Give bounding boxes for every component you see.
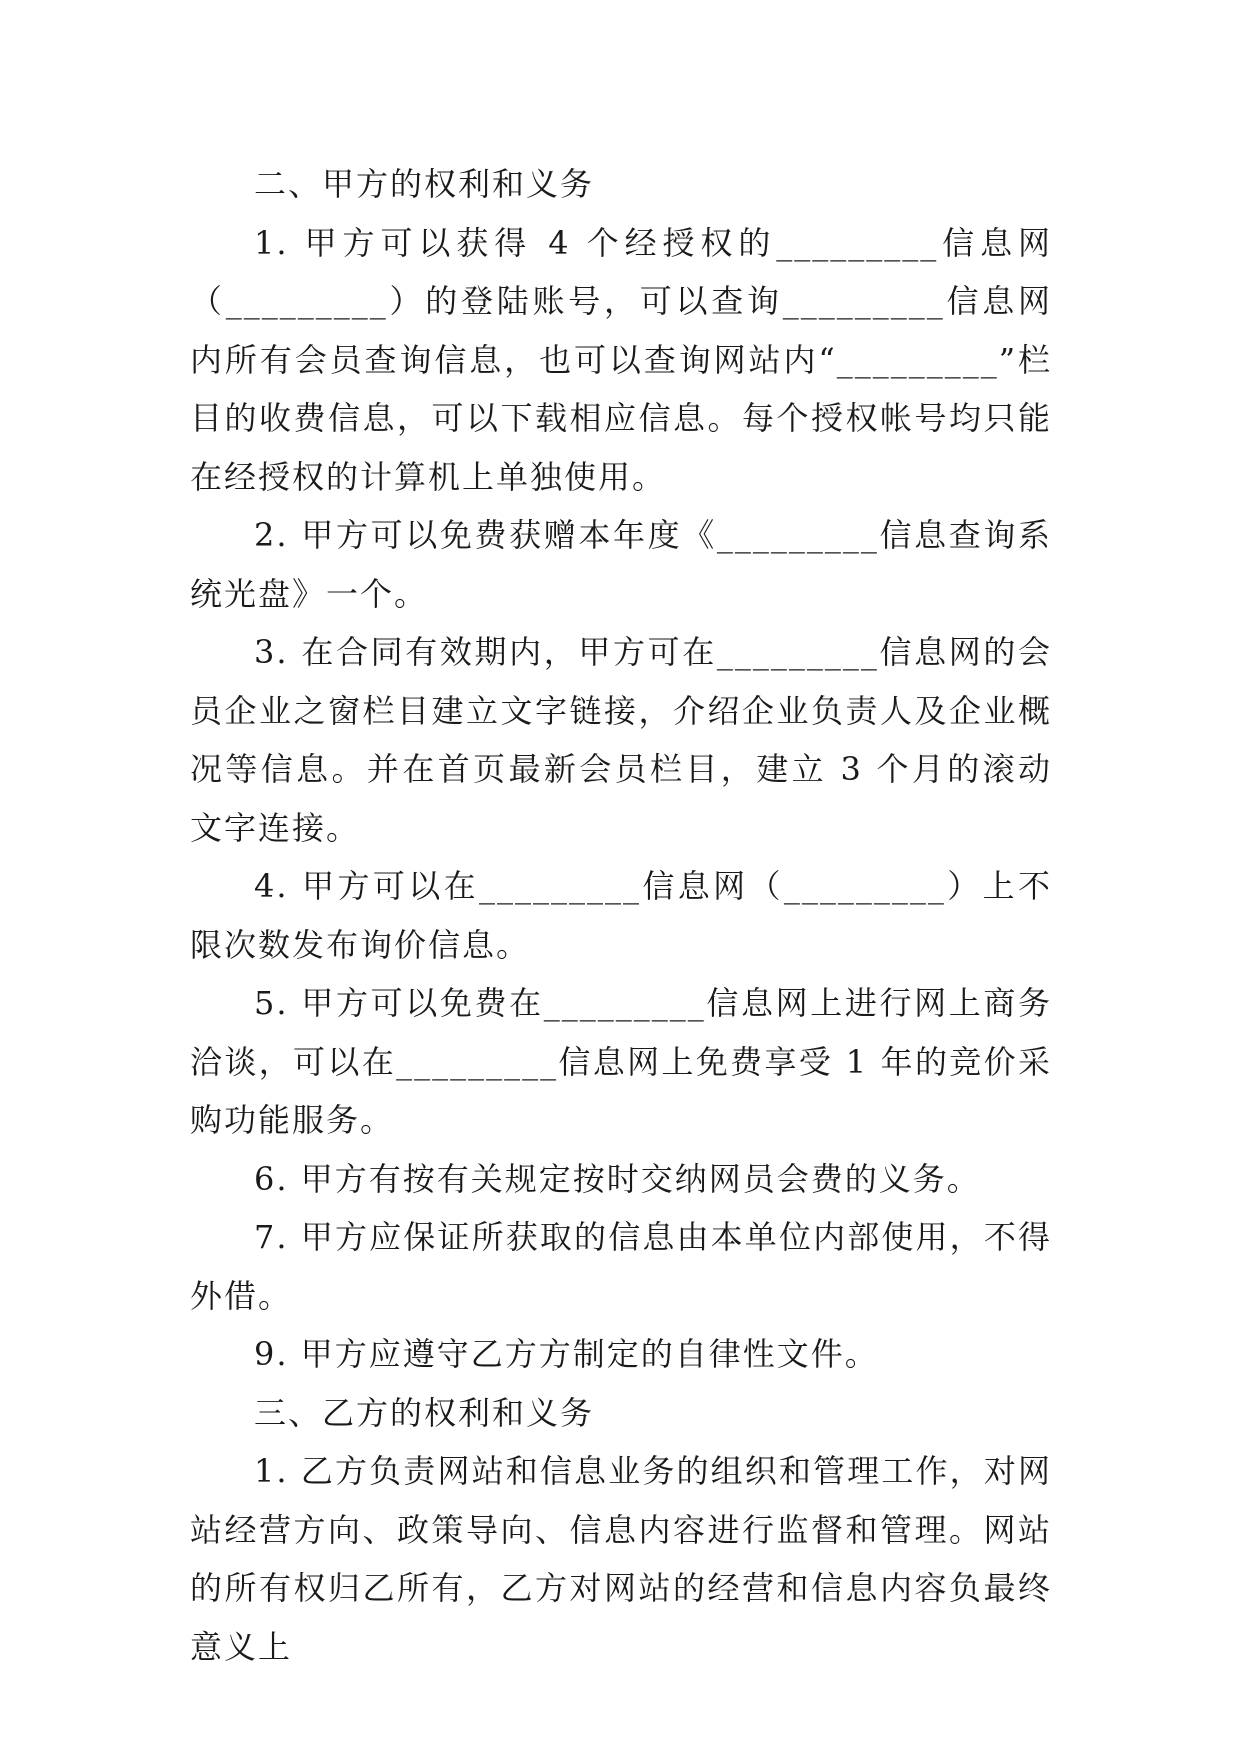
clause-a-9: 9. 甲方应遵守乙方方制定的自律性文件。 — [254, 1335, 879, 1373]
clause-b-1: 1. 乙方负责网站和信息业务的组织和管理工作，对网站经营方向、政策导向、信息内容进行监督和管理。网站的所有权归乙所有，乙方对网站的经营和信息内容负最终意义上 — [190, 1452, 1052, 1666]
clause-a-2: 2. 甲方可以免费获赠本年度《_________信息查询系统光盘》一个。 — [190, 516, 1052, 613]
clause-a-3: 3. 在合同有效期内，甲方可在_________信息网的会员企业之窗栏目建立文字链接，介绍企业负责人及企业概况等信息。并在首页最新会员栏目，建立 3 个月的滚动文字连接。 — [190, 633, 1052, 847]
clause-a-1: 1. 甲方可以获得 4 个经授权的_________信息网（_________）的登陆账号，可以查询_________信息网内所有会员查询信息，也可以查询网站内“_________”栏目的收费信息，可以下载相应信息。每个授权帐号均只能在经授权的计算机上单独使用。 — [190, 223, 1052, 496]
section-heading-party-b: 三、乙方的权利和义务 — [254, 1393, 595, 1432]
clause-a-7: 7. 甲方应保证所获取的信息由本单位内部使用，不得外借。 — [190, 1218, 1052, 1315]
clause-a-4: 4. 甲方可以在_________信息网（_________）上不限次数发布询价信息。 — [190, 867, 1052, 964]
section-heading-party-a: 二、甲方的权利和义务 — [254, 165, 595, 203]
clause-a-6: 6. 甲方有按有关规定按时交纳网员会费的义务。 — [254, 1159, 981, 1198]
clause-a-5: 5. 甲方可以免费在_________信息网上进行网上商务洽谈，可以在_________信息网上免费享受 1 年的竞价采购功能服务。 — [190, 984, 1052, 1139]
document-body — [190, 155, 1052, 1676]
